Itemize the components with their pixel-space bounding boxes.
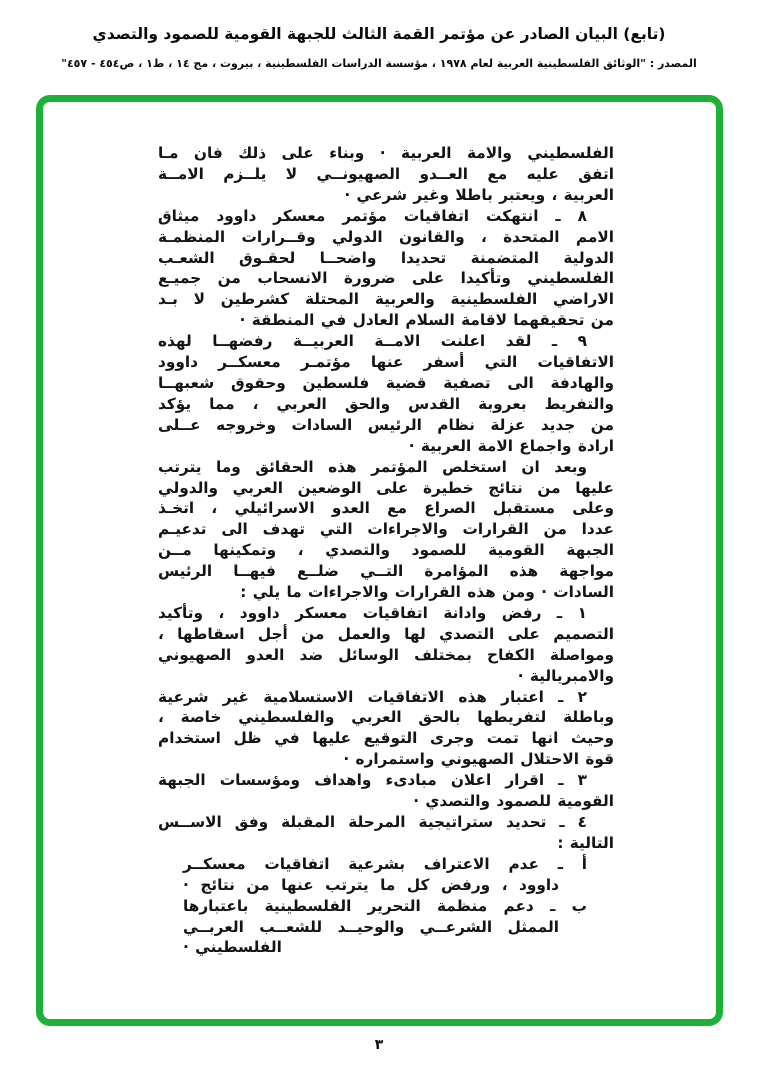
text-line: عليها من نتائج خطيرة على الوضعين العربي والدولي — [158, 478, 614, 497]
body-text — [158, 143, 614, 958]
text-line: أ ـ عدم الاعتراف بشرعية اتفاقيات معسكــر — [183, 854, 587, 873]
text-line: الاتفاقيات التي أسفر عنها مؤتمـر معسكــر داوود — [158, 353, 614, 372]
text-line: من جديد عزلة نظام الرئيس السادات وخروجه عــلى — [158, 415, 614, 434]
header-title: (تابع) البيان الصادر عن مؤتمر القمة الثالث للجبهة القومية للصمود والتصدي — [92, 25, 666, 43]
text-line: الممثل الشرعــي والوحيــد للشعــب العربــي — [183, 917, 559, 936]
text-line: وبعد ان استخلص المؤتمر هذه الحقائق وما يترتب — [158, 457, 587, 476]
text-line: من تحقيقهما لاقامة السلام العادل في المنطقة · — [239, 311, 614, 330]
text-line: العربية ، ويعتبر باطلا وغير شرعي · — [344, 185, 614, 204]
text-line: ٢ ـ اعتبار هذه الاتفاقيات الاستسلامية غير شرعية — [158, 687, 587, 706]
text-line: ٣ ـ اقرار اعلان مبادىء واهداف ومؤسسات الجبهة — [158, 771, 587, 790]
text-line: الفلسطيني · — [183, 938, 282, 957]
text-line: عددا من القرارات والاجراءات التي تهدف الى تدعيـم — [158, 520, 614, 539]
text-line: اتفق عليه مع العــدو الصهيونــي لا يلــزم الامــة — [158, 164, 614, 183]
text-line: قوة الاحتلال الصهيوني واستمراره · — [343, 750, 614, 769]
text-line: مواجهة هذه المؤامرة التــي ضلــع فيهــا الرئيس — [158, 562, 614, 581]
text-line: داوود ، ورفض كل ما يترتب عنها من نتائج · — [183, 875, 559, 894]
text-line: ٨ ـ انتهكت اتفاقيات مؤتمر معسكر داوود ميثاق — [158, 206, 587, 225]
text-line: ٩ ـ لقد اعلنت الامــة العربيــة رفضهــا لهذه — [158, 332, 587, 351]
page-number: ٣ — [374, 1037, 384, 1053]
text-line: وباطلة لتفريطها بالحق العربي والفلسطيني خاصة ، — [158, 708, 614, 727]
text-line: ارادة واجماع الامة العربية · — [408, 436, 614, 455]
text-line: التصميم على التصدي لها والعمل من أجل اسقاطها ، — [158, 624, 614, 643]
text-line: الفلسطيني والامة العربية · وبناء على ذلك فان مـا — [158, 144, 614, 162]
text-line: الجبهة القومية للصمود والتصدي ، وتمكينها مــن — [158, 541, 614, 560]
text-line: ومواصلة الكفاح بمختلف الوسائل ضد العدو الصهيوني — [158, 645, 614, 664]
text-line: الامم المتحدة ، والقانون الدولي وقــرارات المنظمـة — [158, 227, 614, 246]
header-source: المصدر : "الوثائق الفلسطينية العربية لعام ١٩٧٨ ، مؤسسة الدراسات الفلسطينية ، بيروت ، مج ١٤ ، ط١ ، ص٤٥٤ - ٤٥٧" — [61, 57, 697, 70]
text-line: وعلى مستقبل الصراع مع العدو الاسرائيلي ، اتخـذ — [158, 499, 614, 518]
text-line: ب ـ دعم منظمة التحرير الفلسطينية باعتبارها — [183, 896, 587, 915]
text-line: وحيث انها تمت وجرى التوقيع عليها في ظل استخدام — [158, 729, 614, 748]
text-line: السادات · ومن هذه القرارات والاجراءات ما يلي : — [240, 583, 614, 602]
text-line: الفلسطيني وتأكيدا على ضرورة الانسحاب من جميـع — [158, 269, 614, 288]
text-line: التالية : — [557, 833, 614, 852]
text-line: والهادفة الى تصفية قضية فلسطين وحقوق شعبهــا — [158, 373, 614, 392]
text-line: الاراضي الفلسطينية والعربية المحتلة كشرطين لا بـد — [158, 290, 614, 309]
text-line: والتفريط بعروبة القدس والحق العربي ، مما يؤكد — [158, 394, 614, 413]
text-line: ١ ـ رفض وادانة اتفاقيات معسكر داوود ، وتأكيد — [158, 603, 587, 622]
text-line: القومية للصمود والتصدي · — [413, 792, 614, 811]
text-line: والامبريالية · — [517, 666, 614, 685]
text-line: ٤ ـ تحديد ستراتيجية المرحلة المقبلة وفق الاســس — [158, 813, 587, 831]
text-line: الدولية المتضمنة تحديدا واضحــا لحقـوق الشعـب — [158, 248, 614, 267]
